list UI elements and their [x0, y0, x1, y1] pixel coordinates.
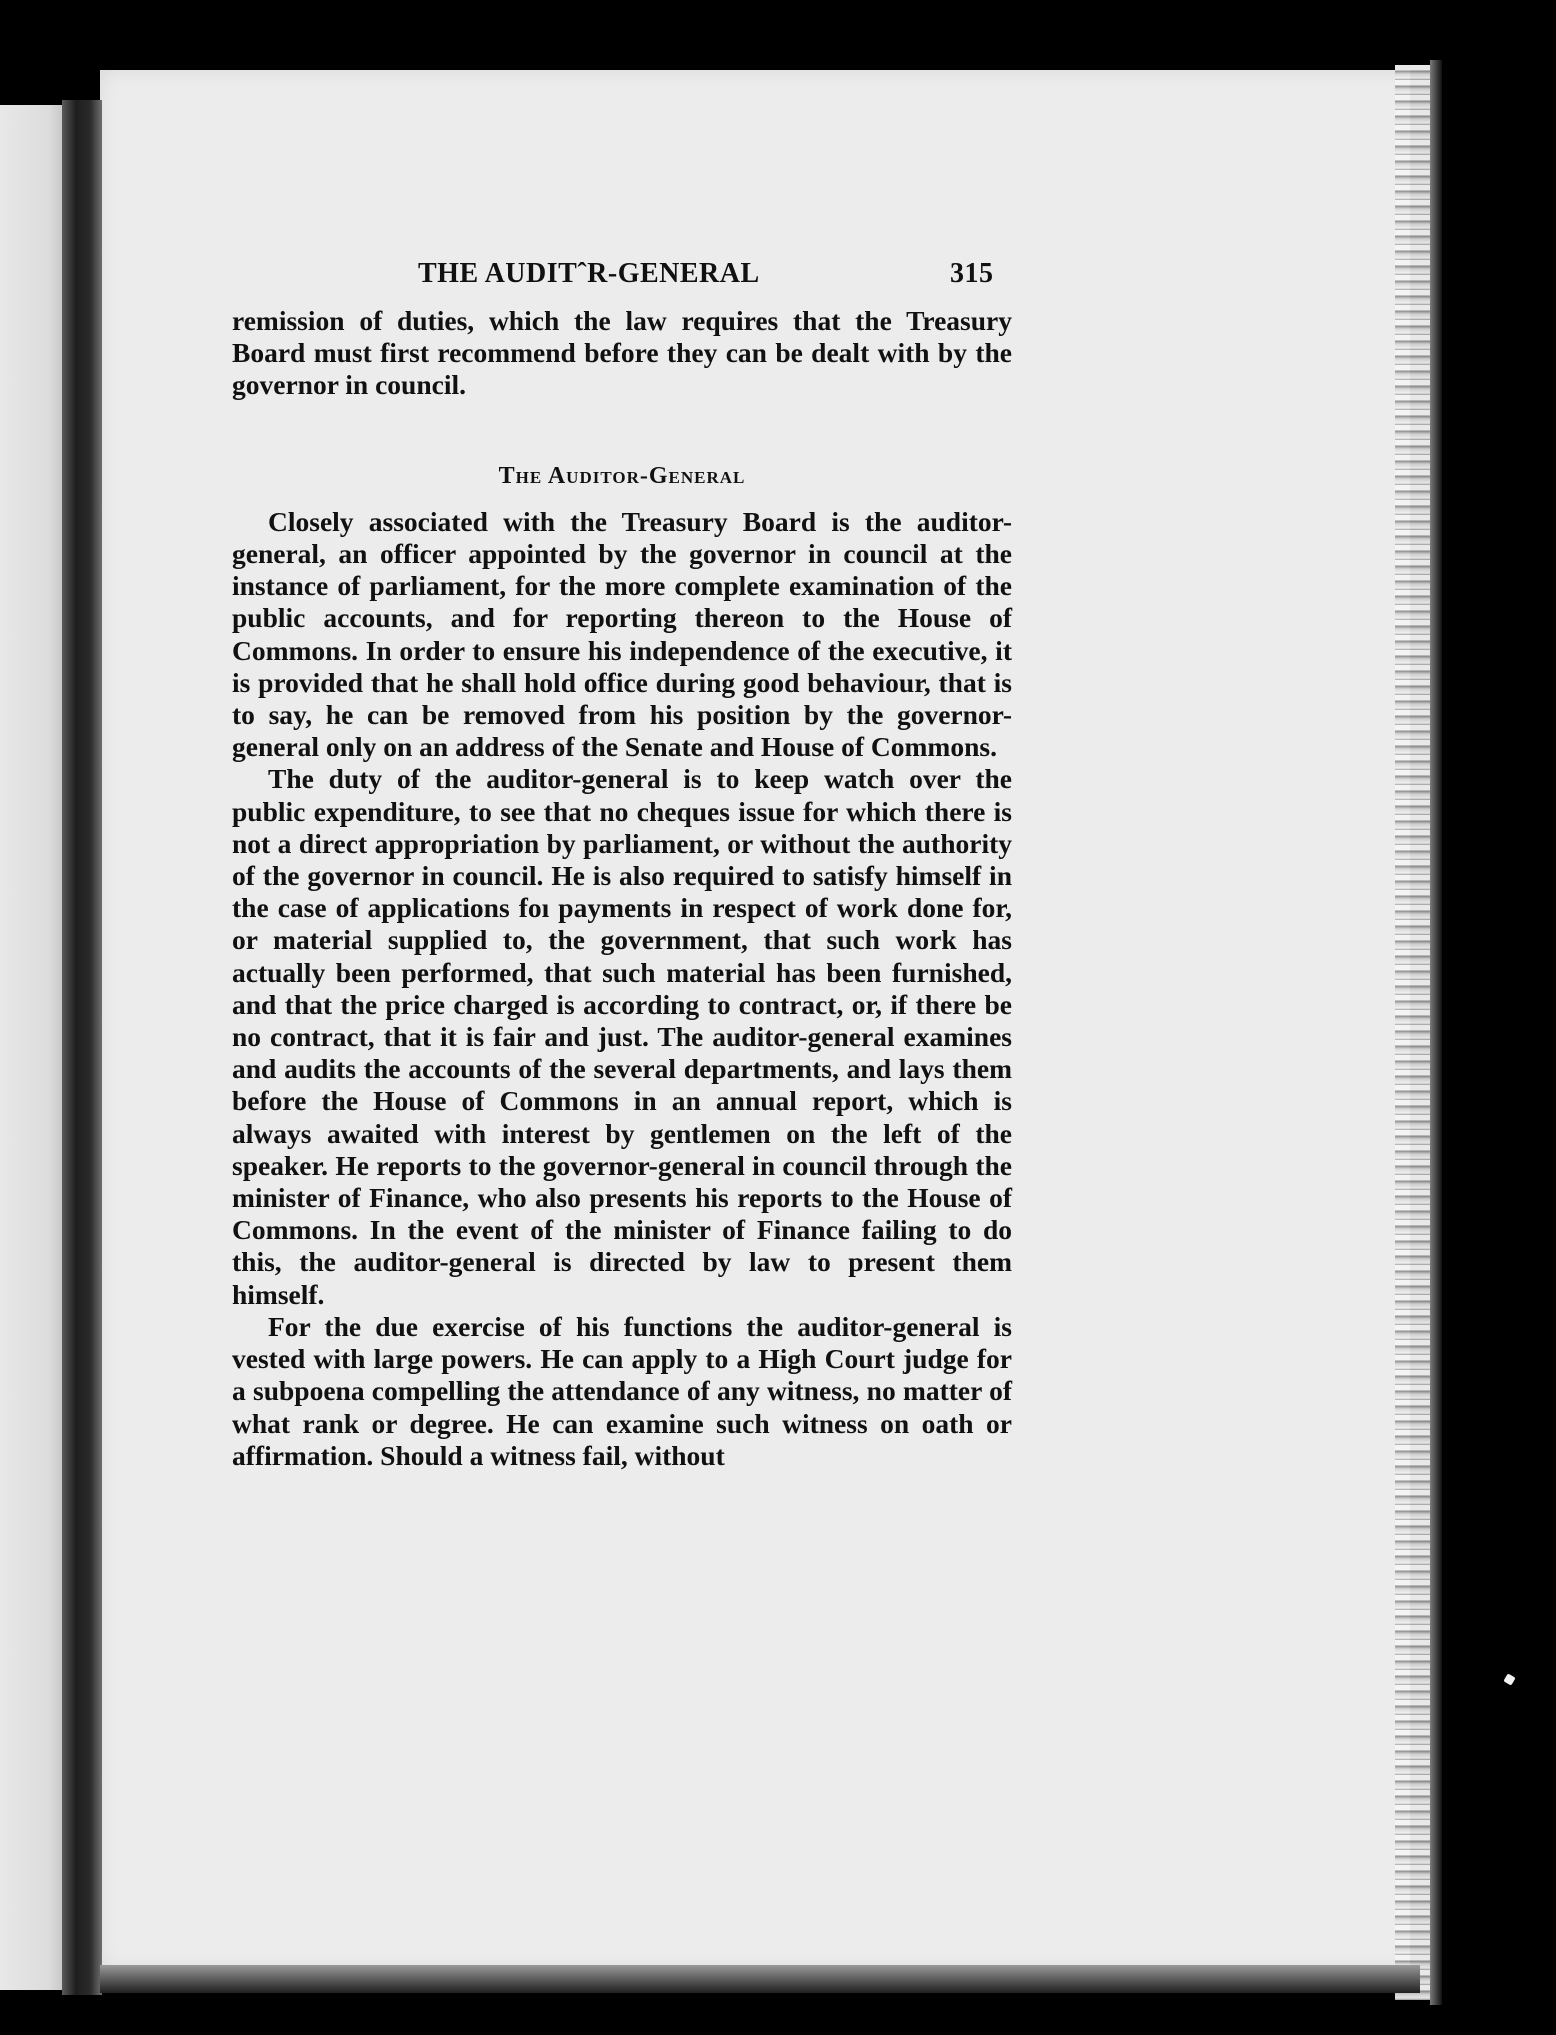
body-text	[232, 305, 1012, 1472]
running-title: THE AUDITˆR-GENERAL	[418, 258, 760, 289]
paragraph-2: The duty of the auditor-general is to keep watch over the public expenditure, to see that no cheques issue for which there is not a direct appropriation by parliament, or without the authority of the governor in council. He is also required to satisfy himself in the case of applications foı payments in respect of work done for, or material supplied to, the government, that such work has actually been performed, that such material has been furnished, and that the price charged is according to contract, or, if there be no contract, that it is fair and just. The auditor-general examines and audits the accounts of the several departments, and lays them before the House of Commons in an annual report, which is always awaited with interest by gentlemen on the left of the speaker. He reports to the governor-general in council through the minister of Finance, who also presents his reports to the House of Commons. In the event of the minister of Finance failing to do this, the auditor-general is directed by law to present them himself.	[232, 763, 1012, 1310]
page-bottom-shadow	[100, 1965, 1420, 1993]
section-heading: The Auditor-General	[498, 462, 746, 489]
facing-page-edge	[0, 105, 70, 1990]
paragraph-1: Closely associated with the Treasury Board is the auditor-general, an officer appointed by the governor in council at the instance of parliament, for the more complete examination of the public accounts, and for reporting thereon to the House of Commons. In order to ensure his independence of the executive, it is provided that he shall hold office during good behaviour, that is to say, he can be removed from his position by the governor-general only on an address of the Senate and House of Commons.	[232, 505, 1012, 763]
continuation-paragraph: remission of duties, which the law requires that the Treasury Board must first recommend before they can be dealt with by the governor in council.	[232, 305, 1012, 401]
paragraph-3: For the due exercise of his functions the auditor-general is vested with large powers. He can apply to a High Court judge for a subpoena compelling the attendance of any witness, no matter of what rank or degree. He can examine such witness on oath or affirmation. Should a witness fail, without	[232, 1310, 1012, 1471]
page-stack-edge	[1395, 65, 1435, 2000]
page-stack-shadow	[1430, 60, 1442, 2005]
page-number: 315	[950, 258, 994, 289]
binding-gutter	[62, 100, 102, 1995]
